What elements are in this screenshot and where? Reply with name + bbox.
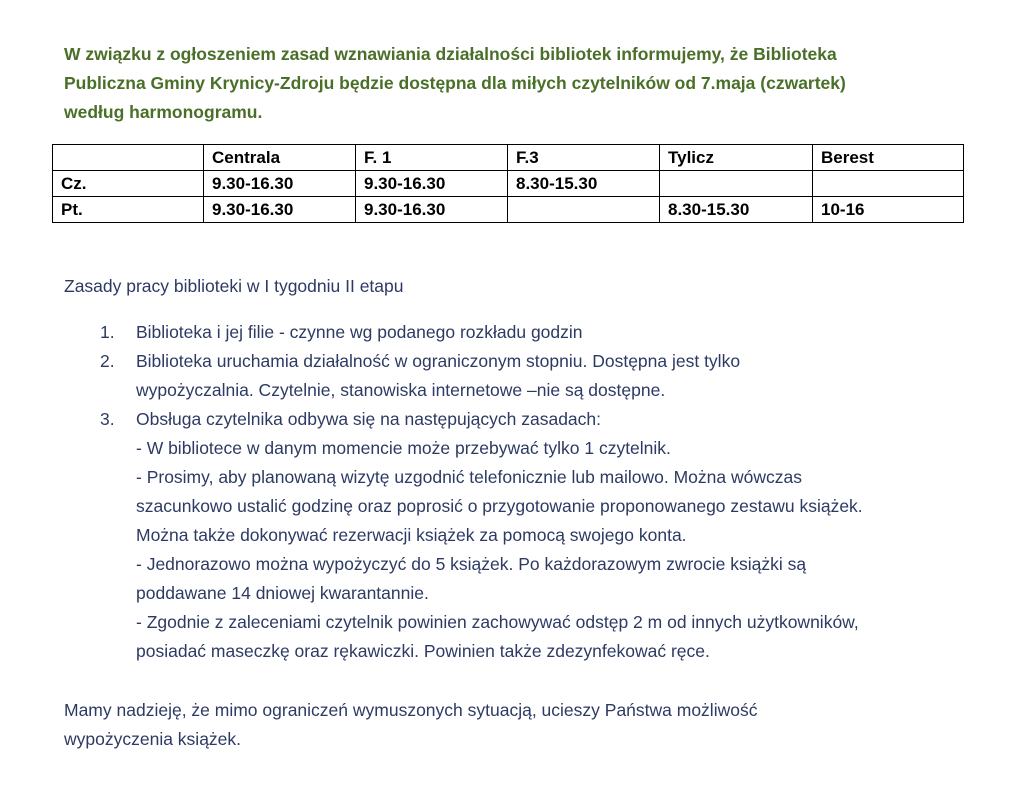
table-cell (813, 171, 964, 197)
list-number: 2. (100, 351, 115, 371)
list-text: Można także dokonywać rezerwacji książek za pomocą swojego konta. (136, 525, 687, 545)
rules-list (100, 318, 980, 666)
list-text: - Zgodnie z zaleceniami czytelnik powinien zachowywać odstęp 2 m od innych użytkowników, (136, 612, 859, 632)
closing-text (64, 696, 984, 754)
list-item (100, 347, 980, 405)
table-cell: 9.30-16.30 (356, 197, 508, 223)
announcement-line: W związku z ogłoszeniem zasad wznawiania działalności bibliotek informujemy, że Biblioteka (64, 44, 837, 64)
table-cell: 9.30-16.30 (204, 171, 356, 197)
list-item (100, 405, 980, 666)
list-number: 3. (100, 409, 115, 429)
table-cell: 10-16 (813, 197, 964, 223)
table-cell: Cz. (53, 171, 204, 197)
table-cell: 9.30-16.30 (356, 171, 508, 197)
list-text: poddawane 14 dniowej kwarantannie. (136, 583, 429, 603)
table-cell: 9.30-16.30 (204, 197, 356, 223)
table-cell: 8.30-15.30 (660, 197, 813, 223)
list-text: - W bibliotece w danym momencie może przebywać tylko 1 czytelnik. (136, 438, 671, 458)
table-cell: Pt. (53, 197, 204, 223)
table-header-cell: Tylicz (660, 145, 813, 171)
table-row (53, 171, 964, 197)
table-header-cell: Berest (813, 145, 964, 171)
list-number: 1. (100, 322, 115, 342)
list-text: Biblioteka uruchamia działalność w ograniczonym stopniu. Dostępna jest tylko (136, 351, 741, 371)
table-row (53, 197, 964, 223)
closing-line: Mamy nadzieję, że mimo ograniczeń wymuszonych sytuacją, ucieszy Państwa możliwość (64, 700, 758, 720)
closing-line: wypożyczenia książek. (64, 729, 242, 749)
list-item (100, 318, 980, 347)
announcement-line: Publiczna Gminy Krynicy-Zdroju będzie dostępna dla miłych czytelników od 7.maja (czwartek) (64, 73, 846, 93)
table-header-cell: F. 1 (356, 145, 508, 171)
rules-heading: Zasady pracy biblioteki w I tygodniu II etapu (64, 276, 404, 296)
table-cell: 8.30-15.30 (508, 171, 660, 197)
list-text: wypożyczalnia. Czytelnie, stanowiska internetowe –nie są dostępne. (136, 380, 666, 400)
list-text: - Prosimy, aby planowaną wizytę uzgodnić telefonicznie lub mailowo. Można wówczas (136, 467, 802, 487)
announcement-line: według harmonogramu. (64, 102, 263, 122)
list-text: Obsługa czytelnika odbywa się na następujących zasadach: (136, 409, 601, 429)
list-text: szacunkowo ustalić godzinę oraz poprosić o przygotowanie proponowanego zestawu książek. (136, 496, 863, 516)
table-header-cell: Centrala (204, 145, 356, 171)
table-cell (508, 197, 660, 223)
table-header-cell (53, 145, 204, 171)
list-text: Biblioteka i jej filie - czynne wg podanego rozkładu godzin (136, 322, 583, 342)
table-cell (660, 171, 813, 197)
list-text: - Jednorazowo można wypożyczyć do 5 książek. Po każdorazowym zwrocie książki są (136, 554, 807, 574)
table-header-row (53, 145, 964, 171)
table-header-cell: F.3 (508, 145, 660, 171)
schedule-table (52, 144, 964, 223)
announcement (64, 40, 964, 127)
list-text: posiadać maseczkę oraz rękawiczki. Powinien także zdezynfekować ręce. (136, 641, 710, 661)
